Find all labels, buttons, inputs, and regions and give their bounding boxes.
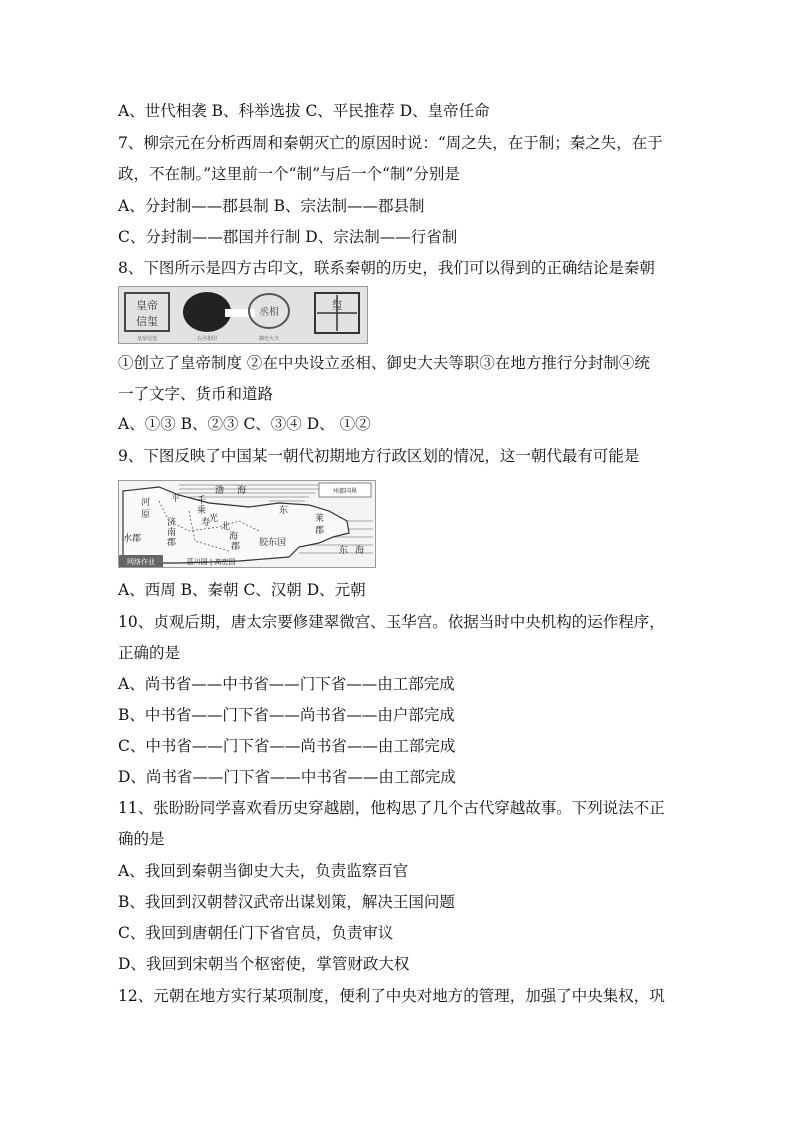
map-label-he: 河 xyxy=(141,498,151,508)
q10-stem-1: 10、贞观后期，唐太宗要修建翠微宫、玉华宫。依据当时中央机构的运作程序， xyxy=(118,613,665,631)
seal-1-glyph-bottom: 信玺 xyxy=(136,315,158,328)
q8-statements-2: 一了文字、货币和道路 xyxy=(118,385,274,403)
map-label-ping: 平 xyxy=(171,494,181,504)
q8-stem: 8、下图所示是四方古印文，联系秦朝的历史，我们可以得到的正确结论是秦朝 xyxy=(118,259,655,277)
map-label-jun-2: 郡 xyxy=(167,538,177,548)
seal-1-caption: 皇帝信玺 xyxy=(136,336,158,342)
q10-stem-2: 正确的是 xyxy=(118,644,181,662)
map-label-lai: 莱 xyxy=(315,514,325,524)
map-label-hai: 海 xyxy=(237,486,247,496)
map-legend-text: 州郡国界 xyxy=(332,488,358,495)
seal-2-caption: 右丞相印 xyxy=(196,336,218,342)
map-label-shuijun: 水郡 xyxy=(123,534,142,544)
q10-option-b: B、中书省——门下省——尚书省——由户部完成 xyxy=(118,706,455,724)
map-label-hai-3: 海 xyxy=(355,546,365,556)
map-label-shou: 寿 xyxy=(201,518,211,528)
q10-option-a: A、尚书省——中书省——门下省——由工部完成 xyxy=(118,675,455,693)
q11-stem-1: 11、张盼盼同学喜欢看历史穿越剧，他构思了几个古代穿越故事。下列说法不正 xyxy=(118,799,665,817)
q10-option-d: D、尚书省——门下省——中书省——由工部完成 xyxy=(118,768,456,786)
seals-image xyxy=(118,286,368,344)
q7-options-cd: C、分封制——郡国并行制 D、宗法制——行省制 xyxy=(118,228,458,246)
q8-options: A、①③ B、②③ C、③④ D、 ①② xyxy=(118,415,371,433)
map-label-hai-2: 海 xyxy=(229,532,239,542)
map-footer-left: 网络作业 xyxy=(127,558,155,566)
map-label-cheng: 乘 xyxy=(197,506,207,516)
q11-option-d: D、我回到宋朝当个枢密使，掌管财政大权 xyxy=(118,955,410,973)
q11-option-c: C、我回到唐朝任门下省官员，负责审议 xyxy=(118,924,394,942)
q6-options: A、世代相袭 B、科举选拔 C、平民推荐 D、皇帝任命 xyxy=(118,102,490,120)
map-label-nan: 南 xyxy=(167,528,177,538)
map-label-jun-3: 郡 xyxy=(231,542,241,552)
seal-3-glyph: 丞相 xyxy=(259,307,279,318)
map-label-jiaodong: 胶东国 xyxy=(259,538,287,548)
q7-stem-2: 政，不在制。”这里前一个“制”与后一个“制”分别是 xyxy=(118,165,460,183)
map-label-guang: 光 xyxy=(209,514,219,524)
map-label-ji: 济 xyxy=(167,518,177,528)
map-image xyxy=(118,480,376,568)
seal-2 xyxy=(183,292,231,332)
map-label-dong-2: 东 xyxy=(339,546,349,556)
q10-option-c: C、中书省——门下省——尚书省——由工部完成 xyxy=(118,737,456,755)
map-footer-right: 菑川国 | 高密国 xyxy=(186,558,236,566)
seal-1-glyph-top: 皇帝 xyxy=(136,299,158,312)
seal-4-glyph: 玺 xyxy=(331,299,343,312)
q11-option-b: B、我回到汉朝替汉武帝出谋划策，解决王国问题 xyxy=(118,893,455,911)
q11-option-a: A、我回到秦朝当御史大夫，负责监察百官 xyxy=(118,862,409,880)
seal-3-caption: 御史大夫 xyxy=(258,336,280,342)
q11-stem-2: 确的是 xyxy=(118,830,165,848)
q7-stem-1: 7、柳宗元在分析西周和秦朝灭亡的原因时说：“周之失，在于制；秦之失，在于 xyxy=(118,134,663,152)
q9-options: A、西周 B、秦朝 C、汉朝 D、元朝 xyxy=(118,581,366,599)
map-label-bei: 北 xyxy=(221,522,231,532)
q8-statements-1: ①创立了皇帝制度 ②在中央设立丞相、御史大夫等职③在地方推行分封制④统 xyxy=(118,354,650,372)
q7-options-ab: A、分封制——郡县制 B、宗法制——郡县制 xyxy=(118,197,425,215)
map-label-bo: 渤 xyxy=(215,486,225,496)
q12-stem-1: 12、元朝在地方实行某项制度，便利了中央对地方的管理，加强了中央集权，巩 xyxy=(118,987,665,1005)
map-label-dong: 东 xyxy=(279,506,289,516)
map-label-yuan: 原 xyxy=(141,510,151,520)
map-label-qian: 千 xyxy=(197,496,207,506)
q9-stem: 9、下图反映了中国某一朝代初期地方行政区划的情况，这一朝代最有可能是 xyxy=(118,447,640,465)
map-label-jun: 郡 xyxy=(315,526,325,536)
